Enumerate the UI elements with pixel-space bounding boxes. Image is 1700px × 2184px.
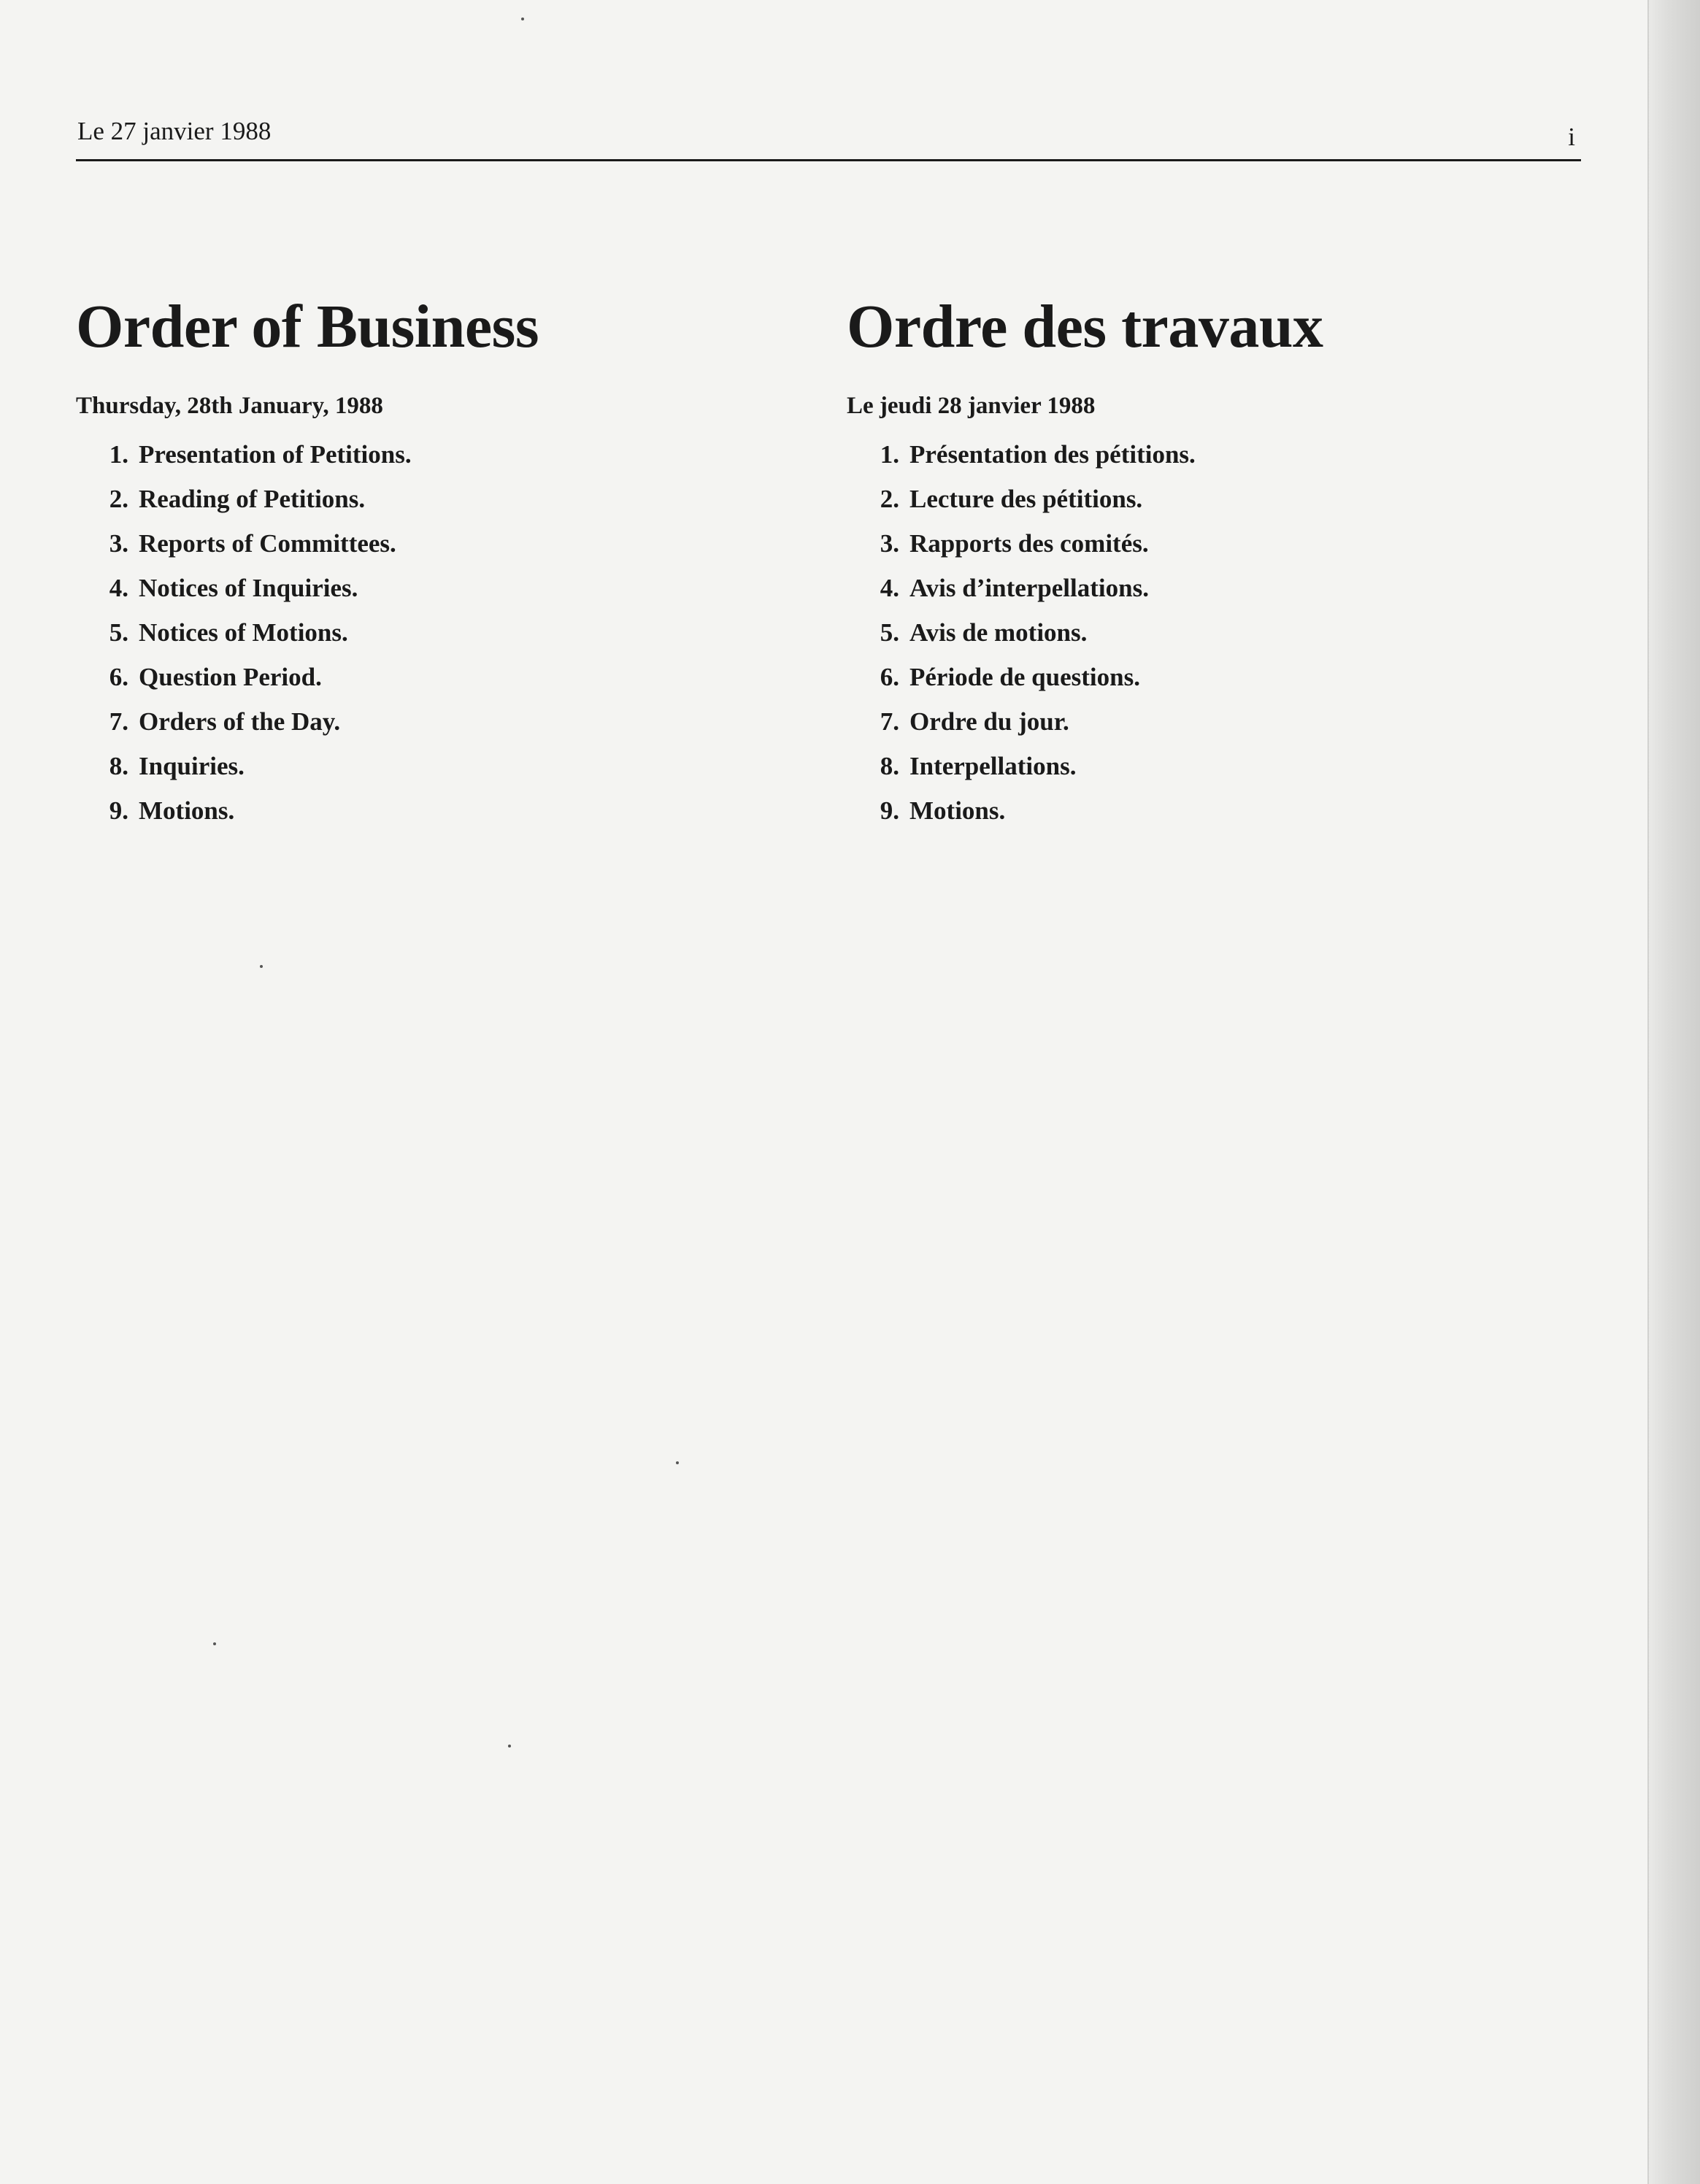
item-number: 5.: [109, 618, 128, 647]
item-number: 2.: [880, 485, 899, 513]
item-number: 7.: [109, 707, 128, 736]
item-number: 1.: [880, 440, 899, 469]
item-label: Inquiries.: [139, 752, 245, 780]
item-number: 7.: [880, 707, 899, 736]
item-label: Avis d’interpellations.: [909, 574, 1149, 602]
list-item: [847, 432, 1577, 477]
item-label: Orders of the Day.: [139, 707, 341, 736]
list-item: [76, 610, 806, 655]
page-edge-shadow: [1647, 0, 1700, 2184]
list-item: [76, 744, 806, 788]
french-order-list: [847, 432, 1577, 833]
list-item: [76, 477, 806, 521]
item-label: Reports of Committees.: [139, 529, 396, 558]
item-number: 9.: [880, 796, 899, 825]
french-column: [847, 292, 1577, 833]
item-number: 5.: [880, 618, 899, 647]
item-label: Notices of Motions.: [139, 618, 348, 647]
item-label: Notices of Inquiries.: [139, 574, 358, 602]
scan-speck: [521, 18, 524, 20]
item-label: Ordre du jour.: [909, 707, 1069, 736]
list-item: [76, 432, 806, 477]
item-label: Interpellations.: [909, 752, 1077, 780]
item-number: 6.: [109, 663, 128, 691]
page-header: [76, 115, 1581, 161]
item-label: Motions.: [909, 796, 1006, 825]
item-label: Avis de motions.: [909, 618, 1088, 647]
item-number: 6.: [880, 663, 899, 691]
item-number: 1.: [109, 440, 128, 469]
list-item: [847, 521, 1577, 566]
item-number: 3.: [109, 529, 128, 558]
english-sitting-date: Thursday, 28th January, 1988: [76, 393, 383, 419]
item-label: Motions.: [139, 796, 235, 825]
item-number: 2.: [109, 485, 128, 513]
item-label: Reading of Petitions.: [139, 485, 366, 513]
item-label: Période de questions.: [909, 663, 1140, 691]
item-number: 4.: [109, 574, 128, 602]
list-item: [76, 788, 806, 833]
list-item: [847, 610, 1577, 655]
item-label: Présentation des pétitions.: [909, 440, 1196, 469]
scan-speck: [260, 965, 263, 968]
list-item: [847, 699, 1577, 744]
english-title: Order of Business: [76, 293, 539, 361]
list-item: [847, 566, 1577, 610]
item-label: Lecture des pétitions.: [909, 485, 1143, 513]
item-number: 8.: [880, 752, 899, 780]
list-item: [76, 655, 806, 699]
english-column: [76, 292, 806, 833]
french-sitting-date: Le jeudi 28 janvier 1988: [847, 393, 1096, 419]
item-label: Rapports des comités.: [909, 529, 1149, 558]
item-label: Question Period.: [139, 663, 322, 691]
list-item: [847, 788, 1577, 833]
item-label: Presentation of Petitions.: [139, 440, 412, 469]
item-number: 3.: [880, 529, 899, 558]
scan-speck: [508, 1745, 511, 1747]
header-date: Le 27 janvier 1988: [77, 117, 272, 145]
list-item: [847, 744, 1577, 788]
french-title: Ordre des travaux: [847, 293, 1323, 361]
item-number: 8.: [109, 752, 128, 780]
list-item: [76, 521, 806, 566]
list-item: [76, 566, 806, 610]
list-item: [847, 477, 1577, 521]
list-item: [76, 699, 806, 744]
item-number: 4.: [880, 574, 899, 602]
list-item: [847, 655, 1577, 699]
item-number: 9.: [109, 796, 128, 825]
scan-speck: [213, 1642, 216, 1645]
page-number: i: [1568, 123, 1575, 151]
scan-speck: [676, 1461, 679, 1464]
english-order-list: [76, 432, 806, 833]
